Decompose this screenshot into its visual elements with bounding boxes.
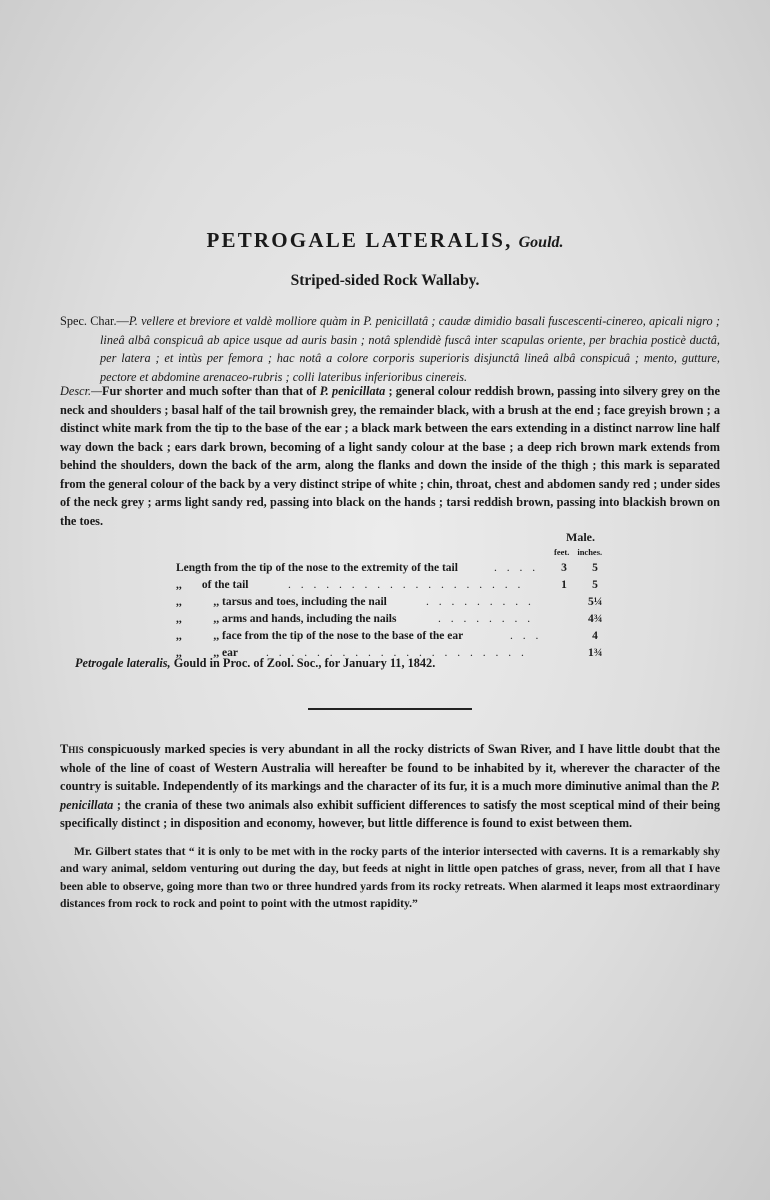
- measurement-inches: 5¼: [588, 596, 603, 608]
- drop-word: This: [60, 742, 84, 756]
- spec-char-paragraph: [60, 312, 720, 386]
- descr-text-a: Fur shorter and much softer than that of: [102, 384, 320, 398]
- unit-inches: inches.: [577, 547, 603, 557]
- measurements-units: [554, 547, 610, 557]
- title-author: Gould.: [518, 234, 564, 251]
- measurement-label: ,, of the tail: [176, 579, 249, 591]
- descr-species: P. penicillata: [319, 384, 386, 398]
- measurement-inches: 1¾: [588, 647, 603, 659]
- measurement-feet: 3: [561, 562, 567, 574]
- measurement-row: [176, 579, 616, 596]
- measurement-feet: 1: [561, 579, 567, 591]
- literature-reference: [75, 656, 675, 671]
- body-text: [60, 740, 720, 913]
- measurement-inches: 4: [592, 630, 598, 642]
- measurement-row: [176, 630, 616, 647]
- page-title: [0, 228, 770, 253]
- measurement-label: ,, ,, arms and hands, including the nails: [176, 613, 397, 625]
- measurement-dots: . . . . . . . . . . . . . . . . . . . . .: [266, 647, 528, 659]
- measurement-dots: . . . . . . . . . . . . . . . . . . .: [288, 579, 524, 591]
- measurement-label: Length from the tip of the nose to the extremity of the tail: [176, 562, 458, 574]
- common-name: Striped-sided Rock Wallaby.: [290, 272, 480, 289]
- body-paragraph-1: [60, 740, 720, 833]
- measurement-row: [176, 562, 616, 579]
- measurement-label: ,, ,, ear: [176, 647, 238, 659]
- species-name: PETROGALE LATERALIS,: [206, 228, 513, 252]
- measurement-inches: 5: [592, 562, 598, 574]
- measurement-inches: 4¾: [588, 613, 603, 625]
- measurement-dots: . . . . . . . . .: [426, 596, 535, 608]
- section-divider: [308, 708, 472, 710]
- spec-char-label: Spec. Char.—: [60, 314, 129, 328]
- reference-species: Petrogale lateralis,: [75, 656, 171, 670]
- descr-text-c: ; general colour reddish brown, passing into silvery grey on the neck and shoulders ; basal half of the tail brownish grey, the remainder black, with a brush at the end ; face greyish brown ; a distinct white mark from the tip to the base of the ear ; a black mark between the ears extending in a distinct narrow line half way down the back ; ears dark brown, becoming of a light sandy colour at the base ; a deep rich brown mark extends from behind the shoulders, down the back of the arm, along the flanks and down the inside of the thigh ; this mark is separated from the general colour of the back by a very distinct stripe of white ; chin, throat, chest and abdomen sandy red ; under sides of the neck grey ; arms light sandy red, passing into black on the hands ; tarsi reddish brown, passing into blackish brown on the toes.: [60, 384, 720, 528]
- measurement-dots: . . .: [510, 630, 542, 642]
- measurement-dots: . . . .: [494, 562, 539, 574]
- reference-text: Gould in Proc. of Zool. Soc., for January 11, 1842.: [170, 656, 436, 670]
- measurement-label: ,, ,, tarsus and toes, including the nail: [176, 596, 387, 608]
- measurement-inches: 5: [592, 579, 598, 591]
- measurement-row: [176, 596, 616, 613]
- spec-char-text: P. vellere et breviore et valdè molliore quàm in P. penicillatâ ; caudæ dimidio basali fuscescenti-cinereo, apicali nigro ; lineâ albâ conspicuâ ab apice usque ad auris basin ; notâ splendidè fuscâ inter scapulas oriente, per brachia posticè ductâ, per latera ; et intùs per femora ; hac notâ a colore corporis superioris disjunctâ lineâ albâ conspicuâ ; mento, gutture, pectore et abdomine arenaceo-rubris ; colli lateribus inferioribus cinereis.: [100, 314, 720, 384]
- p1-species: P. penicillata: [60, 779, 720, 812]
- measurements-header: Male.: [566, 530, 595, 544]
- descr-label: Descr.—: [60, 384, 103, 398]
- p1-text-c: ; the crania of these two animals also exhibit sufficient differences to satisfy the most sceptical mind of their being specifically distinct ; in disposition and economy, however, but little difference is found to exist between them.: [60, 797, 720, 830]
- measurement-row: [176, 613, 616, 630]
- body-paragraph-2: Mr. Gilbert states that “ it is only to be met with in the rocky parts of the interior intersected with caverns. It is a remarkably shy and wary animal, seldom venturing out during the day, but feeds at night in little open patches of grass, never, from all that I have been able to observe, going more than two or three hundred yards from its rocky retreats. When alarmed it leaps most extraordinary distances from rock to rock and point to point with the utmost rapidity.”: [60, 844, 720, 910]
- p1-text-a: conspicuously marked species is very abundant in all the rocky districts of Swan River, and I have little doubt that the whole of the line of coast of Western Australia will hereafter be found to be inhabited by it, wherever the character of the country is suitable. Independently of its markings and the character of its fur, it is a much more diminutive animal than the: [60, 742, 720, 793]
- measurement-dots: . . . . . . . .: [438, 613, 534, 625]
- description-paragraph: [60, 382, 720, 530]
- measurement-label: ,, ,, face from the tip of the nose to the base of the ear: [176, 630, 464, 642]
- unit-feet: feet.: [554, 547, 570, 557]
